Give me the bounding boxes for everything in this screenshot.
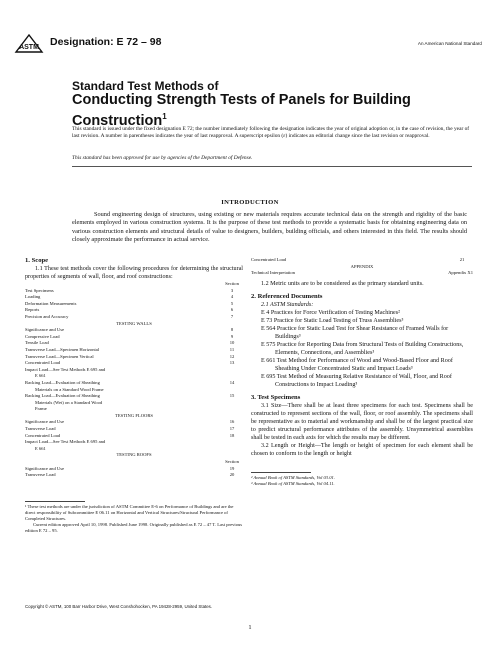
toc-row-label: E 661 <box>35 373 46 379</box>
toc-row-label: Precision and Accuracy <box>25 313 69 319</box>
toc-row-label: Reports <box>25 307 40 313</box>
toc-row-section: 5 <box>230 300 234 306</box>
toc-row <box>25 380 243 387</box>
toc-row-label: Tensile Load <box>25 340 49 346</box>
toc-row-label: Compressive Load <box>25 333 60 339</box>
toc-row-section <box>221 406 243 413</box>
toc-row <box>25 426 243 433</box>
reference-item: E 4 Practices for Force Verification of Testing Machines² <box>261 309 400 316</box>
standard-notice: This standard is issued under the fixed designation E 72; the number immediately following the designation indicates the year of original adoption or, in the case of revision, the year of last revision. A number in parentheses indicates the year of last reapproval. A superscript epsilon (ε) indicates an editorial change since the last revision or reapproval. <box>72 126 470 140</box>
toc-row-section <box>221 387 243 394</box>
toc-row <box>25 387 243 394</box>
toc-row-label: Concentrated Load <box>25 360 61 366</box>
toc-concentrated-num: 21 <box>459 257 465 262</box>
toc-row-section <box>221 446 243 453</box>
header-divider <box>72 166 472 167</box>
toc-row <box>25 433 243 440</box>
toc-row <box>25 334 243 341</box>
designation: Designation: E 72 – 98 <box>50 36 162 48</box>
title-line-1: Standard Test Methods of <box>72 79 219 93</box>
toc-row-section: 4 <box>230 294 234 300</box>
toc-row-section: 3 <box>230 287 234 293</box>
toc-row-section <box>221 367 243 374</box>
floors-heading: TESTING FLOORS <box>115 412 153 418</box>
section-label-roofs: Section <box>225 459 239 465</box>
footnote-3: ³ Annual Book of ASTM Standards, Vol 04.11. <box>251 480 335 486</box>
toc-row-section: 16 <box>229 419 235 425</box>
logo-text: ASTM <box>19 44 39 51</box>
scope-paragraph: 1.1 These test methods cover the following procedures for determining the structural properties of segments of wall, floor, and roof constructions: <box>25 266 243 280</box>
footnote-divider-right <box>251 472 311 473</box>
para-2-1: 2.1 ASTM Standards: <box>261 301 314 308</box>
toc-row-section: 20 <box>229 472 235 478</box>
toc-row-section <box>221 400 243 407</box>
reference-item: E 575 Practice for Reporting Data from Structural Tests of Building Constructions, Elements, Connections, and Assemblies³ <box>261 341 464 356</box>
toc-row <box>25 446 243 453</box>
toc-row-section: 8 <box>230 327 234 333</box>
section-label: Section <box>225 281 239 286</box>
toc-row-section: 17 <box>229 426 235 432</box>
toc-row <box>25 294 243 301</box>
document-title <box>72 80 452 129</box>
toc-row <box>25 419 243 426</box>
toc-row-section <box>221 373 243 380</box>
toc-row-label: Test Specimens <box>25 287 54 293</box>
reference-item: E 73 Practice for Static Load Testing of Truss Assemblies³ <box>261 317 404 324</box>
reference-item: E 661 Test Method for Performance of Wood and Wood-Based Floor and Roof Sheathing Under Concentrated Static and Impact Loads³ <box>261 357 453 372</box>
introduction-text: Sound engineering design of structures, using existing or new materials requires accurate technical data on the strength and rigidity of the basic elements employed in various construction systems. It is the purpose of these test methods to provide a systematic basis for obtaining engineering data on various construction elements and structural details of value to designers, builders, building officials, and others interested in this field. The results should closely approximate the performance in actual service. <box>72 211 467 243</box>
toc-row <box>25 439 243 446</box>
reference-item: E 695 Test Method of Measuring Relative Resistance of Wall, Floor, and Roof Constructions to Impact Loading³ <box>261 373 452 388</box>
toc-general <box>25 288 243 321</box>
para-3-1: 3.1 Size—There shall be at least three specimens for each test. Specimens shall be constructed to represent sections of the wall, floor, or roof assembly. The specimens shall be representative as to material and workmanship and shall be of the largest practical size to predict structural performance attributes of the assembly. Unsymmetrical assemblies shall be tested in each axis for which the results may be different. <box>251 402 473 441</box>
toc-row-label: Impact Load—See Test Methods E 695 and <box>25 366 106 372</box>
footnote-divider <box>25 501 85 502</box>
toc-row <box>25 288 243 295</box>
toc-row-label: E 661 <box>35 445 46 451</box>
toc-technical-num: Appendix X1 <box>448 270 473 276</box>
toc-row-label: Racking Load—Evaluation of Sheathing <box>25 379 100 385</box>
right-column <box>251 257 473 487</box>
toc-row-section: 10 <box>229 340 235 346</box>
toc-walls <box>25 327 243 413</box>
toc-row <box>25 340 243 347</box>
toc-row-label: Materials on a Standard Wood Frame <box>35 386 104 392</box>
defense-notice: This standard has been approved for use by agencies of the Department of Defense. <box>72 155 253 161</box>
toc-row <box>25 307 243 314</box>
toc-row <box>25 373 243 380</box>
toc-row <box>25 354 243 361</box>
toc-technical: Technical Interpretation <box>251 270 295 276</box>
toc-row <box>25 393 243 400</box>
reference-item: E 564 Practice for Static Load Test for Shear Resistance of Framed Walls for Buildings³ <box>261 325 449 340</box>
title-footnote-mark: 1 <box>162 111 167 121</box>
toc-row-section: 14 <box>229 379 235 385</box>
toc-row-label: Materials (Wet) on a Standard Wood <box>35 399 103 405</box>
toc-roofs <box>25 466 243 479</box>
para-3-2: 3.2 Length or Height—The length or height of specimen for each element shall be chosen to conform to the length or height <box>251 442 473 457</box>
toc-row-section: 18 <box>229 432 235 438</box>
section-list <box>25 281 243 479</box>
toc-row-section: 13 <box>229 360 235 366</box>
page-number: 1 <box>248 624 252 631</box>
toc-floors <box>25 419 243 452</box>
toc-row-section: 19 <box>229 465 235 471</box>
toc-row-section: 15 <box>229 393 235 399</box>
toc-row <box>25 400 243 407</box>
toc-row-label: Loading <box>25 294 41 300</box>
toc-row-label: Transverse Load—Specimen Vertical <box>25 353 94 359</box>
toc-row-label: Significance and Use <box>25 327 65 333</box>
toc-row-label: Transverse Load <box>25 426 56 432</box>
para-1-2: 1.2 Metric units are to be considered as the primary standard units. <box>261 280 424 287</box>
toc-row-label: Frame <box>35 406 47 412</box>
national-standard-label: An American National Standard <box>417 41 482 46</box>
toc-row-section: 9 <box>230 333 234 339</box>
left-column <box>25 257 243 534</box>
copyright: Copyright © ASTM, 100 Barr Harbor Drive, West Conshohocken, PA 19428-2959, United States. <box>25 604 213 609</box>
introduction-heading: INTRODUCTION <box>221 199 279 206</box>
toc-concentrated-load: Concentrated Load <box>251 257 287 262</box>
toc-row <box>25 360 243 367</box>
toc-row-label: Racking Load—Evaluation of Sheathing <box>25 393 100 399</box>
toc-row-label: Significance and Use <box>25 419 65 425</box>
astm-logo-icon <box>14 34 44 54</box>
test-specimens-heading: 3. Test Specimens <box>251 393 301 401</box>
toc-row <box>25 314 243 321</box>
title-main: Conducting Strength Tests of Panels for Building Construction <box>72 92 411 129</box>
toc-row-label: Impact Load—See Test Methods E 695 and <box>25 439 106 445</box>
toc-row <box>25 406 243 413</box>
toc-row <box>25 472 243 479</box>
toc-row-label: Significance and Use <box>25 465 65 471</box>
toc-row-section <box>221 439 243 446</box>
appendix-heading: APPENDIX <box>350 263 374 269</box>
scope-heading: 1. Scope <box>25 257 49 264</box>
toc-row-section: 6 <box>230 307 234 313</box>
footnote-edition: Current edition approved April 10, 1998. Published June 1998. Originally published as E 72 – 47 T. Last previous edition E 72 – 95. <box>25 521 243 533</box>
toc-row-label: Concentrated Load <box>25 432 61 438</box>
toc-row <box>25 367 243 374</box>
reference-list <box>251 309 473 389</box>
toc-row-label: Deformation Measurements <box>25 300 77 306</box>
toc-row-section: 12 <box>229 353 235 359</box>
toc-row-label: Transverse Load <box>25 472 56 478</box>
toc-row-section: 7 <box>230 313 234 319</box>
walls-heading: TESTING WALLS <box>116 320 152 326</box>
roofs-heading: TESTING ROOFS <box>116 452 152 458</box>
toc-row-label: Transverse Load—Specimen Horizontal <box>25 346 100 352</box>
referenced-documents-heading: 2. Referenced Documents <box>251 292 323 300</box>
toc-row <box>25 347 243 354</box>
footnote-1: ¹ These test methods are under the jurisdiction of ASTM Committee E-6 on Performance of Buildings and are the direct responsibility of Subcommittee E 06.11 on Horizontal and Vertical Structures/Structural Performance of Completed Structures. <box>25 503 234 521</box>
footnote-2: ² Annual Book of ASTM Standards, Vol 03.01. <box>251 474 335 480</box>
toc-row-section: 11 <box>229 346 235 352</box>
title-line-2 <box>72 93 452 129</box>
toc-row <box>25 327 243 334</box>
toc-row <box>25 466 243 473</box>
toc-row <box>25 301 243 308</box>
